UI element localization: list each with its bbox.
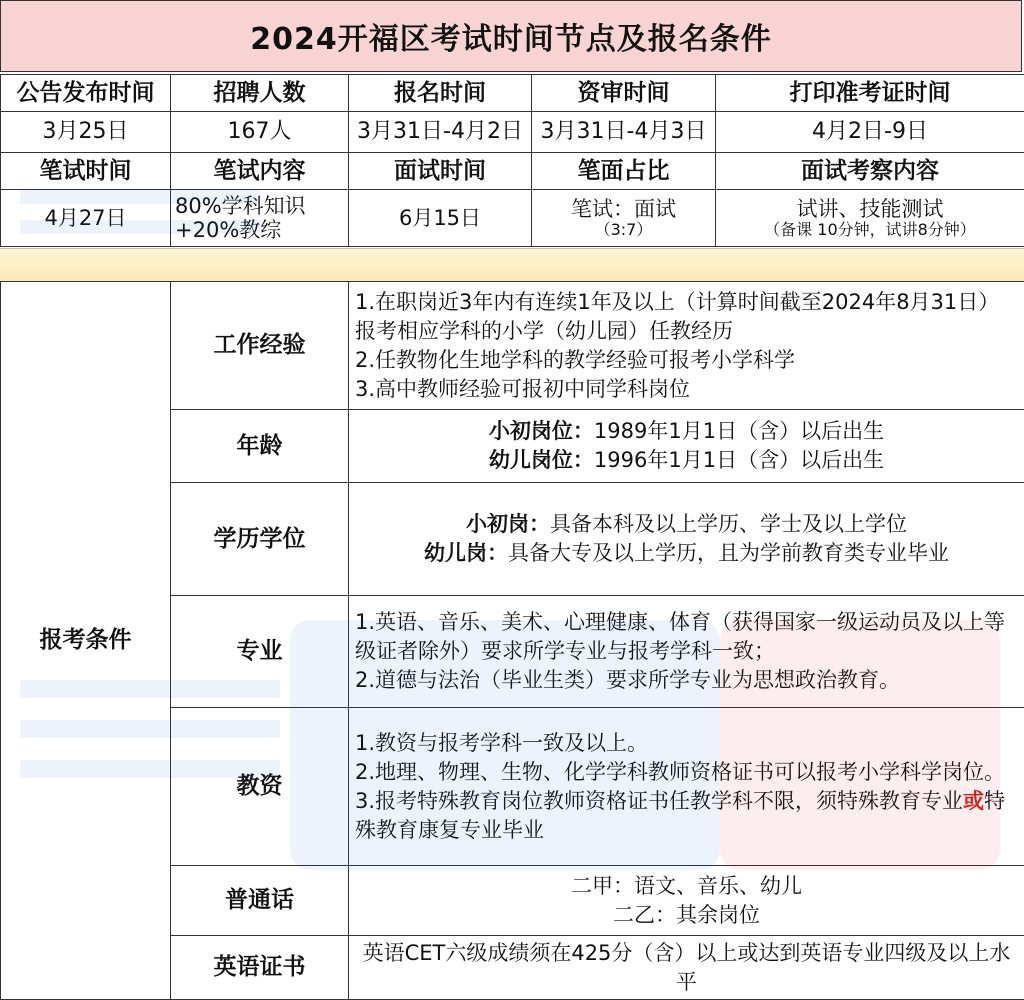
content-work-experience [349,282,1024,410]
ratio-line-2: （3:7） [532,221,715,239]
value-interview-date: 6月15日 [349,190,532,247]
conditions-category-label: 报考条件 [1,282,171,1000]
label-english-cert: 英语证书 [171,936,349,1000]
schedule-table [0,74,1024,247]
header-recruit-count: 招聘人数 [171,75,349,112]
value-interview-content [716,190,1024,247]
header-written-date: 笔试时间 [1,153,171,190]
age-line-1-prefix: 小初岗位： [489,419,594,443]
label-work-experience: 工作经验 [171,282,349,410]
label-age: 年龄 [171,410,349,483]
value-recruit-count: 167人 [171,112,349,153]
work-line-2: 2.任教物化生地学科的教学经验可报考小学科学 [355,346,1018,375]
value-score-ratio [532,190,716,247]
age-line-1 [355,417,1018,446]
schedule-header-row-2 [1,153,1024,190]
header-announce-date: 公告发布时间 [1,75,171,112]
age-line-2-text: 1996年1月1日（含）以后出生 [594,448,884,472]
label-mandarin: 普通话 [171,866,349,936]
value-review-date: 3月31日-4月3日 [532,112,716,153]
content-mandarin [349,866,1024,936]
page-title: 2024开福区考试时间节点及报名条件 [0,0,1022,72]
age-line-1-text: 1989年1月1日（含）以后出生 [594,419,884,443]
major-line-2: 2.道德与法治（毕业生类）要求所学专业为思想政治教育。 [355,666,1018,695]
header-score-ratio: 笔面占比 [532,153,716,190]
content-education [349,483,1024,596]
interview-content-line-1: 试讲、技能测试 [716,197,1024,221]
header-interview-date: 面试时间 [349,153,532,190]
row-work-experience [1,282,1024,410]
header-print-ticket-date: 打印准考证时间 [716,75,1024,112]
interview-content-line-2: （备课 10分钟，试讲8分钟） [716,221,1024,239]
work-line-3: 3.高中教师经验可报初中同学科岗位 [355,375,1018,404]
cert-line-3-part-b: 特殊教育康复专业毕业 [355,789,1005,842]
header-signup-date: 报名时间 [349,75,532,112]
education-line-2 [355,539,1018,568]
education-line-2-prefix: 幼儿岗： [424,541,508,565]
content-teacher-cert [349,708,1024,866]
written-content-line-1: 80%学科知识 [175,194,348,218]
header-interview-content: 面试考察内容 [716,153,1024,190]
label-teacher-cert: 教资 [171,708,349,866]
schedule-header-row-1 [1,75,1024,112]
cert-line-3-part-a: 3.报考特殊教育岗位教师资格证书任教学科不限，须特殊教育专业 [355,789,963,813]
value-print-ticket-date: 4月2日-9日 [716,112,1024,153]
content-major [349,596,1024,708]
written-content-line-2: +20%教综 [175,218,348,242]
education-line-2-text: 具备大专及以上学历，且为学前教育类专业毕业 [508,541,949,565]
conditions-table [0,281,1024,1000]
cert-line-3 [355,787,1018,845]
cert-line-1: 1.教资与报考学科一致及以上。 [355,729,1018,758]
value-announce-date: 3月25日 [1,112,171,153]
schedule-value-row-2 [1,190,1024,247]
cert-line-2: 2.地理、物理、生物、化学学科教师资格证书可以报考小学科学岗位。 [355,758,1018,787]
label-education: 学历学位 [171,483,349,596]
cert-line-3-or: 或 [963,789,984,813]
value-written-date: 4月27日 [1,190,171,247]
value-written-content [171,190,349,247]
age-line-2 [355,446,1018,475]
content-english-cert: 英语CET六级成绩须在425分（含）以上或达到英语专业四级及以上水平 [349,936,1024,1000]
education-line-1-prefix: 小初岗： [466,512,550,536]
ratio-line-1: 笔试：面试 [532,197,715,221]
education-line-1 [355,510,1018,539]
schedule-value-row-1 [1,112,1024,153]
age-line-2-prefix: 幼儿岗位： [489,448,594,472]
header-written-content: 笔试内容 [171,153,349,190]
content-age [349,410,1024,483]
value-signup-date: 3月31日-4月2日 [349,112,532,153]
work-line-1: 1.在职岗近3年内有连续1年及以上（计算时间截至2024年8月31日）报考相应学科的小学（幼儿园）任教经历 [355,288,1018,346]
education-line-1-text: 具备本科及以上学历、学士及以上学位 [550,512,907,536]
mandarin-line-1: 二甲：语文、音乐、幼儿 [355,872,1018,901]
label-major: 专业 [171,596,349,708]
separator-band [0,248,1024,282]
major-line-1: 1.英语、音乐、美术、心理健康、体育（获得国家一级运动员及以上等级证者除外）要求所学专业与报考学科一致； [355,608,1018,666]
header-review-date: 资审时间 [532,75,716,112]
mandarin-line-2: 二乙：其余岗位 [355,901,1018,930]
